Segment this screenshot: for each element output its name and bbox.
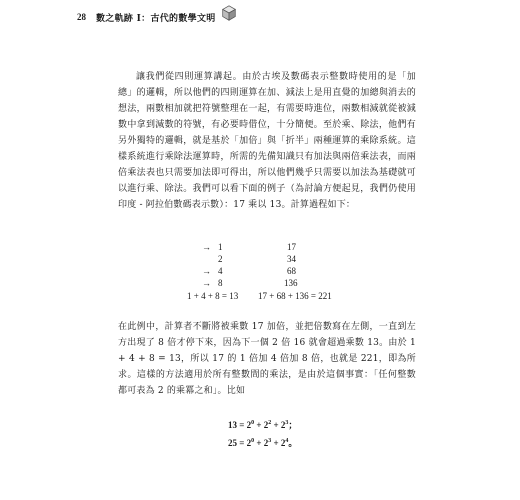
doubling-left: 4 [218, 266, 223, 276]
doubling-left: 2 [218, 254, 223, 264]
formula-13: $13 = 2^0 + 2^2 + 2^3$； [228, 420, 298, 430]
doubling-left: 1 [218, 242, 223, 252]
paragraph-explanation: 在此例中，計算者不斷將被乘數 17 加倍，並把倍數寫在左側，一直到左方出現了 8 倍才停下來，因為下一個 2 倍 16 就會超過乘數 13。由於 1 + 4 + 8 = 13，所以 17 的 1 倍加 4 倍加 8 倍，也就是 221，即為所求。這樣的方法適用於所有整數間的乘法，是由於這個事實：「任何整數都可表為 2 的乘冪之和」。比如 [118, 322, 416, 396]
formula-end: ； [288, 420, 298, 430]
book-title: 數之軌跡 I：古代的數學文明 [96, 13, 216, 24]
paragraph-intro: 讓我們從四則運算講起。由於古埃及數碼表示整數時使用的是「加總」的邏輯，所以他們的四則運算在加、減法上是用直覺的加總與消去的想法，兩數相加就把符號整理在一起，有需要時進位，兩數相減就從被減數中拿到減數的符號，有必要時借位，十分簡便。至於乘、除法，他們有另外獨特的邏輯，就是基於「加倍」與「折半」兩種運算的乘除系統。這樣系統進行乘除法運算時，所需的先備知識只有加法與兩倍乘法表，而兩倍乘法表也只需要加法即可得出，所以他們幾乎只需要以加法為基礎就可以進行乘、除法。我們可以看下面的例子（為討論方便起見，我們仍使用印度 - 阿拉伯數碼表示數）：17 乘以 13。計算過程如下： [118, 72, 416, 210]
arrow-mark: → [202, 242, 211, 252]
doubling-right: 68 [287, 266, 296, 276]
arrow-mark: → [202, 266, 211, 276]
doubling-right: 34 [287, 254, 296, 264]
formula-25: $25 = 2^0 + 2^3 + 2^4$。 [228, 438, 298, 448]
total-left: 1 + 4 + 8 = 13 [187, 291, 239, 301]
cube-icon [220, 4, 238, 22]
exponent: 3 [285, 420, 289, 426]
exponent: 0 [251, 438, 255, 444]
exponent: 3 [268, 438, 272, 444]
multiplication-table [0, 242, 520, 304]
exponent: 4 [285, 438, 289, 444]
running-header [77, 8, 216, 26]
page-number: 28 [77, 12, 86, 22]
exponent: 2 [268, 420, 272, 426]
doubling-right: 136 [284, 278, 298, 288]
total-right: 17 + 68 + 136 = 221 [258, 291, 332, 301]
doubling-right: 17 [287, 242, 296, 252]
doubling-left: 8 [218, 278, 223, 288]
formula-lhs: 25 = 2 [228, 438, 252, 448]
exponent: 0 [251, 420, 255, 426]
formula-end: 。 [288, 438, 298, 448]
arrow-mark: → [202, 278, 211, 288]
formula-lhs: 13 = 2 [228, 420, 252, 430]
